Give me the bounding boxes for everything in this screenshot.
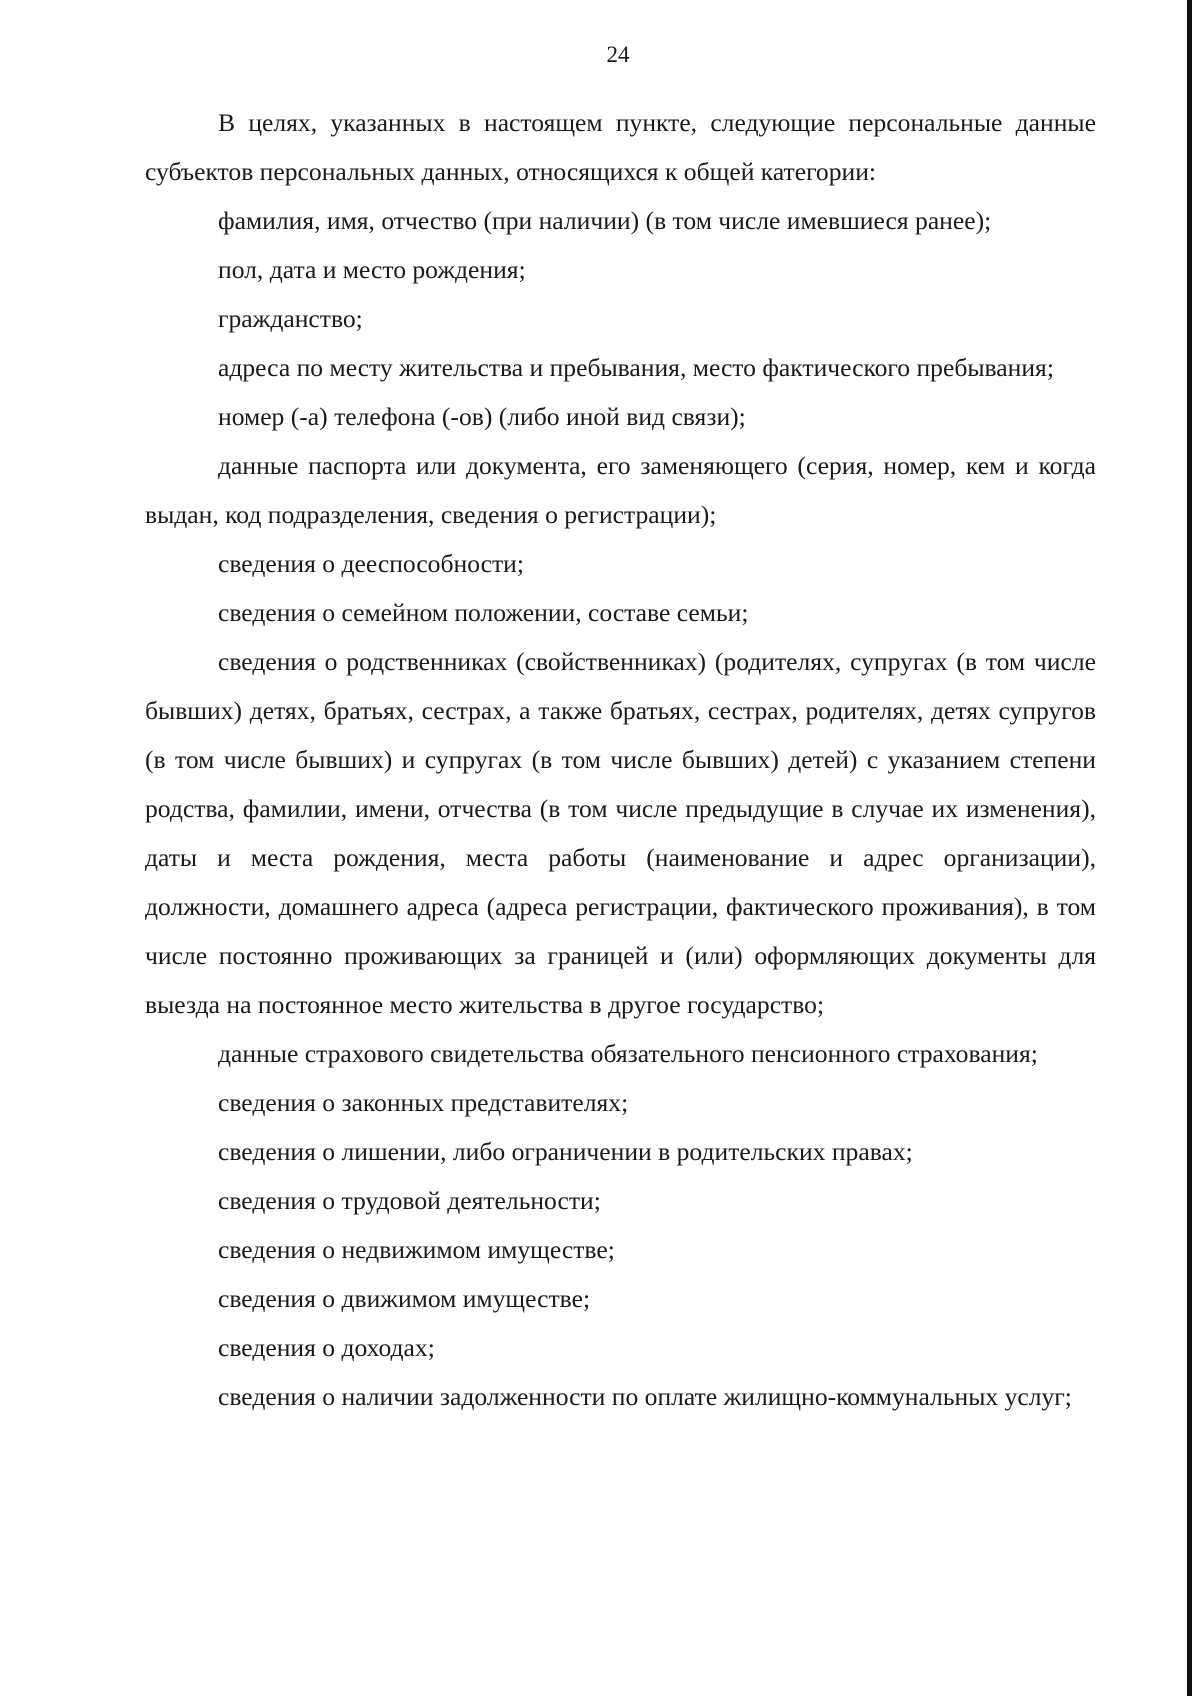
paragraph: сведения о семейном положении, составе семьи; — [218, 598, 749, 627]
paragraph: сведения о дееспособности; — [218, 549, 524, 578]
paragraph: данные страхового свидетельства обязательного пенсионного страхования; — [218, 1039, 1038, 1068]
paragraph: сведения о движимом имуществе; — [218, 1284, 591, 1313]
paragraph: сведения о доходах; — [218, 1333, 435, 1362]
paragraph: В целях, указанных в настоящем пункте, следующие персональные данные субъектов персональных данных, относящихся к общей категории: — [145, 108, 1096, 186]
paragraph: сведения о наличии задолженности по оплате жилищно-коммунальных услуг; — [218, 1382, 1072, 1411]
paragraph: сведения о трудовой деятельности; — [218, 1186, 601, 1215]
page-number: 24 — [606, 42, 630, 67]
paragraph: номер (-а) телефона (-ов) (либо иной вид связи); — [218, 402, 746, 431]
paragraph: гражданство; — [218, 304, 363, 333]
paragraph: пол, дата и место рождения; — [218, 255, 526, 284]
paragraph: сведения о лишении, либо ограничении в родительских правах; — [218, 1137, 913, 1166]
paragraph: данные паспорта или документа, его заменяющего (серия, номер, кем и когда выдан, код подразделения, сведения о регистрации); — [145, 451, 1096, 529]
paragraph: сведения о родственниках (свойственниках) (родителях, супругах (в том числе бывших) детях, братьях, сестрах, а также братьях, сестрах, родителях, детях супругов (в том числе бывших) и супругах (в том числе бывших) детей) с указанием степени родства, фамилии, имени, отчества (в том числе предыдущие в случае их изменения), даты и места рождения, места работы (наименование и адрес организации), должности, домашнего адреса (адреса регистрации, фактического проживания), в том числе постоянно проживающих за границей и (или) оформляющих документы для выезда на постоянное место жительства в другое государство; — [145, 647, 1096, 1019]
paragraph: сведения о законных представителях; — [218, 1088, 629, 1117]
paragraph: сведения о недвижимом имуществе; — [218, 1235, 615, 1264]
paragraph: адреса по месту жительства и пребывания, место фактического пребывания; — [218, 353, 1054, 382]
paragraph: фамилия, имя, отчество (при наличии) (в том числе имевшиеся ранее); — [218, 206, 992, 235]
scan-edge-border — [1187, 0, 1192, 1696]
document-body — [145, 98, 1096, 1421]
